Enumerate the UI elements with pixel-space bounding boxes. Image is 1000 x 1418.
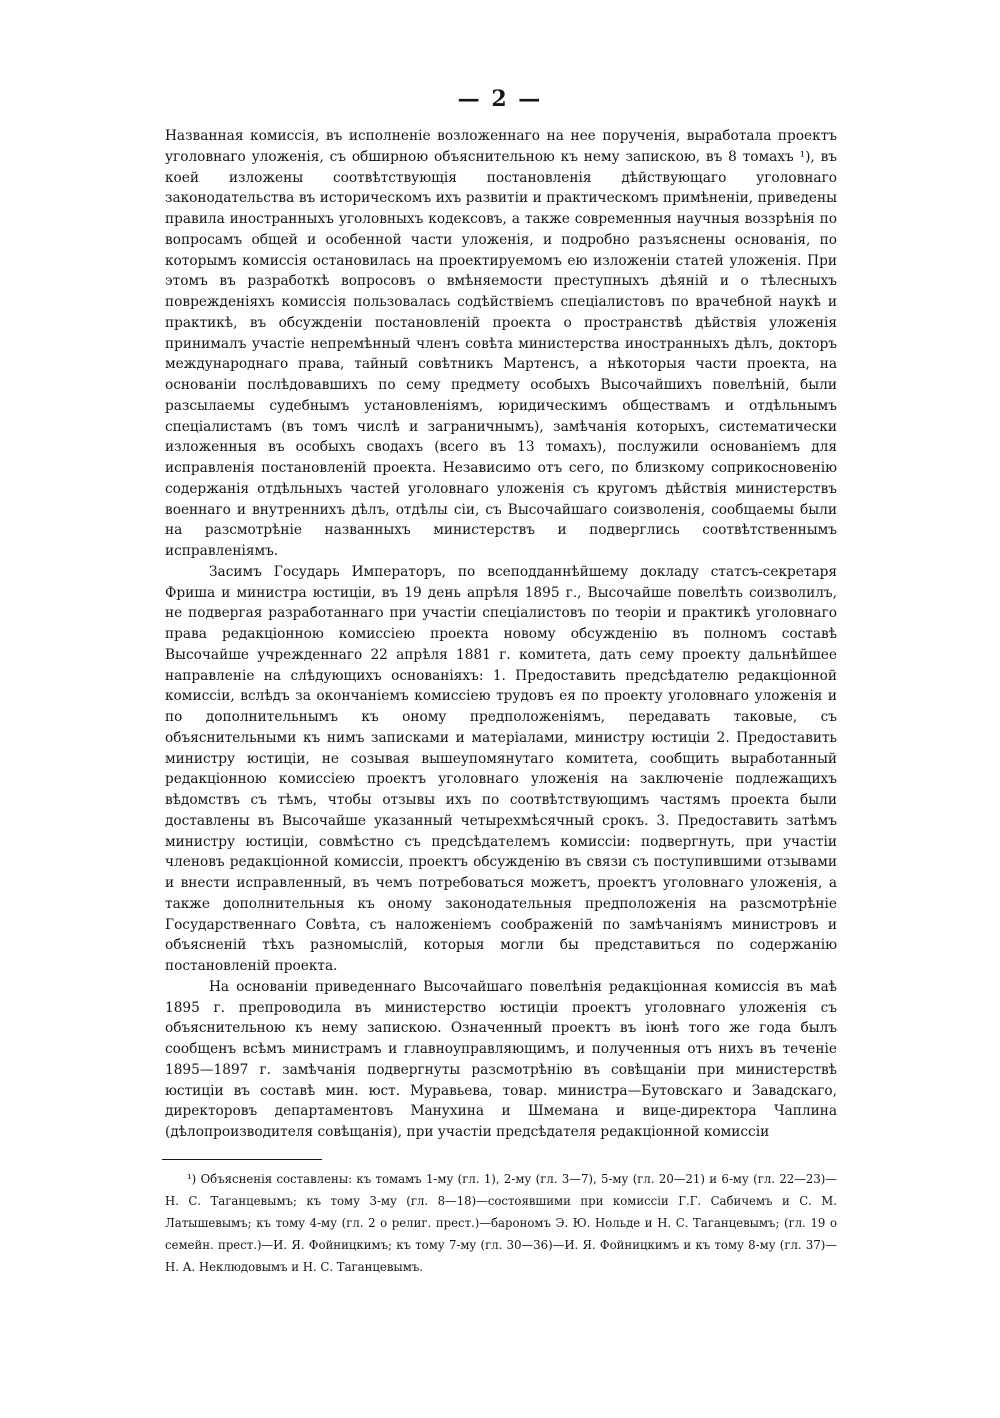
footnotes <box>165 1168 837 1278</box>
paragraph-3: На основаніи приведеннаго Высочайшаго повелѣнія редакціонная комиссія въ маѣ 1895 г. препроводила въ министерство юстиціи проектъ уголовнаго уложенія съ объяснительною къ нему запискою. Означенный проектъ въ іюнѣ того же года былъ сообщенъ всѣмъ министрамъ и главноуправляющимъ, и полученныя отъ нихъ въ теченіе 1895—1897 г. замѣчанія подвергнуты разсмотрѣнію въ совѣщаніи при министерствѣ юстиціи въ составѣ мин. юст. Муравьева, товар. министра—Бутовскаго и Завадскаго, директоровъ департаментовъ Манухина и Шмемана и вице-директора Чаплина (дѣлопроизводителя совѣщанія), при участіи предсѣдателя редакціонной комиссіи <box>165 978 837 1140</box>
body-text <box>165 126 837 1143</box>
page-number: — 2 — <box>457 86 543 112</box>
footnote-1: ¹) Объясненія составлены: къ томамъ 1-му (гл. 1), 2-му (гл. 3—7), 5-му (гл. 20—21) и 6-му (гл. 22—23)—Н. С. Таганцевымъ; къ тому 3-му (гл. 8—18)—состоявшими при комиссіи Г.Г. Сабичемъ и С. М. Латышевымъ; къ тому 4-му (гл. 2 о религ. прест.)—барономъ Э. Ю. Нольде и Н. С. Таганцевымъ; (гл. 19 о семейн. прест.)—И. Я. Фойницкимъ; къ тому 7-му (гл. 30—36)—И. Я. Фойницкимъ и къ тому 8-му (гл. 37)—Н. А. Неклюдовымъ и Н. С. Таганцевымъ. <box>165 1172 837 1274</box>
footnote-divider <box>162 1159 322 1160</box>
paragraph-1: Названная комиссія, въ исполненіе возложеннаго на нее порученія, выработала проектъ уголовнаго уложенія, съ обширною объяснительною къ нему запискою, въ 8 томахъ ¹), въ коей изложены соотвѣтствующія постановленія дѣйствующаго уголовнаго законодательства въ историческомъ ихъ развитіи и практическомъ примѣненіи, приведены правила иностранныхъ уголовныхъ кодексовъ, а также современныя научныя воззрѣнія по вопросамъ общей и особенной части уложенія, и подробно разъяснены основанія, по которымъ комиссія остановилась на проектируемомъ ею изложеніи статей уложенія. При этомъ въ разработкѣ вопросовъ о вмѣняемости преступныхъ дѣяній и о тѣлесныхъ поврежденіяхъ комиссія пользовалась содѣйствіемъ спеціалистовъ по врачебной наукѣ и практикѣ, въ обсужденіи постановленій проекта о пространствѣ дѣйствія уложенія принималъ участіе непремѣнный членъ совѣта министерства иностранныхъ дѣлъ, докторъ международнаго права, тайный совѣтникъ Мартенсъ, а нѣкоторыя части проекта, на основаніи послѣдовавшихъ по сему предмету особыхъ Высочайшихъ повелѣній, были разсылаемы судебнымъ установленіямъ, юридическимъ обществамъ и отдѣльнымъ спеціалистамъ (въ томъ числѣ и заграничнымъ), замѣчанія которыхъ, систематически изложенныя въ особыхъ сводахъ (всего въ 13 томахъ), послужили основаніемъ для исправленія постановленій проекта. Независимо отъ сего, по близкому соприкосновенію содержанія отдѣльныхъ частей уголовнаго уложенія съ кругомъ дѣйствія министерствъ военнаго и внутреннихъ дѣлъ, отдѣлы сіи, съ Высочайшаго соизволенія, сообщаемы были на разсмотрѣніе названныхъ министерствъ и подверглись соотвѣтственнымъ исправленіямъ. <box>165 128 837 559</box>
paragraph-2: Засимъ Государь Императоръ, по всеподданнѣйшему докладу статсъ-секретаря Фриша и министра юстиціи, въ 19 день апрѣля 1895 г., Высочайше повелѣть соизволилъ, не подвергая разработаннаго при участіи спеціалистовъ по теоріи и практикѣ уголовнаго права редакціонною комиссіею проекта новому обсужденію въ полномъ составѣ Высочайше учрежденнаго 22 апрѣля 1881 г. комитета, дать сему проекту дальнѣйшее направленіе на слѣдующихъ основаніяхъ: 1. Предоставить предсѣдателю редакціонной комиссіи, вслѣдъ за окончаніемъ комиссіею трудовъ ея по проекту уголовнаго уложенія и по дополнительнымъ къ оному предположеніямъ, передавать таковые, съ объяснительными къ нимъ записками и матеріалами, министру юстиціи 2. Предоставить министру юстиціи, не созывая вышеупомянутаго комитета, сообщить выработанный редакціонною комиссіею проектъ уголовнаго уложенія на заключеніе подлежащихъ вѣдомствъ съ тѣмъ, чтобы отзывы ихъ по соотвѣтствующимъ частямъ проекта были доставлены въ Высочайше указанный четырехмѣсячный срокъ. 3. Предоставить затѣмъ министру юстиціи, совмѣстно съ предсѣдателемъ комиссіи: подвергнуть, при участіи членовъ редакціонной комиссіи, проектъ обсужденію въ связи съ поступившими отзывами и внести исправленный, въ чемъ потребоваться можетъ, проектъ уголовнаго уложенія, а также дополнительныя къ оному законодательныя предположенія на разсмотрѣніе Государственнаго Совѣта, съ наложеніемъ соображеній по замѣчаніямъ министровъ и объясненій тѣхъ разномыслій, которыя могли бы представиться по содержанію постановленій проекта. <box>165 563 837 974</box>
